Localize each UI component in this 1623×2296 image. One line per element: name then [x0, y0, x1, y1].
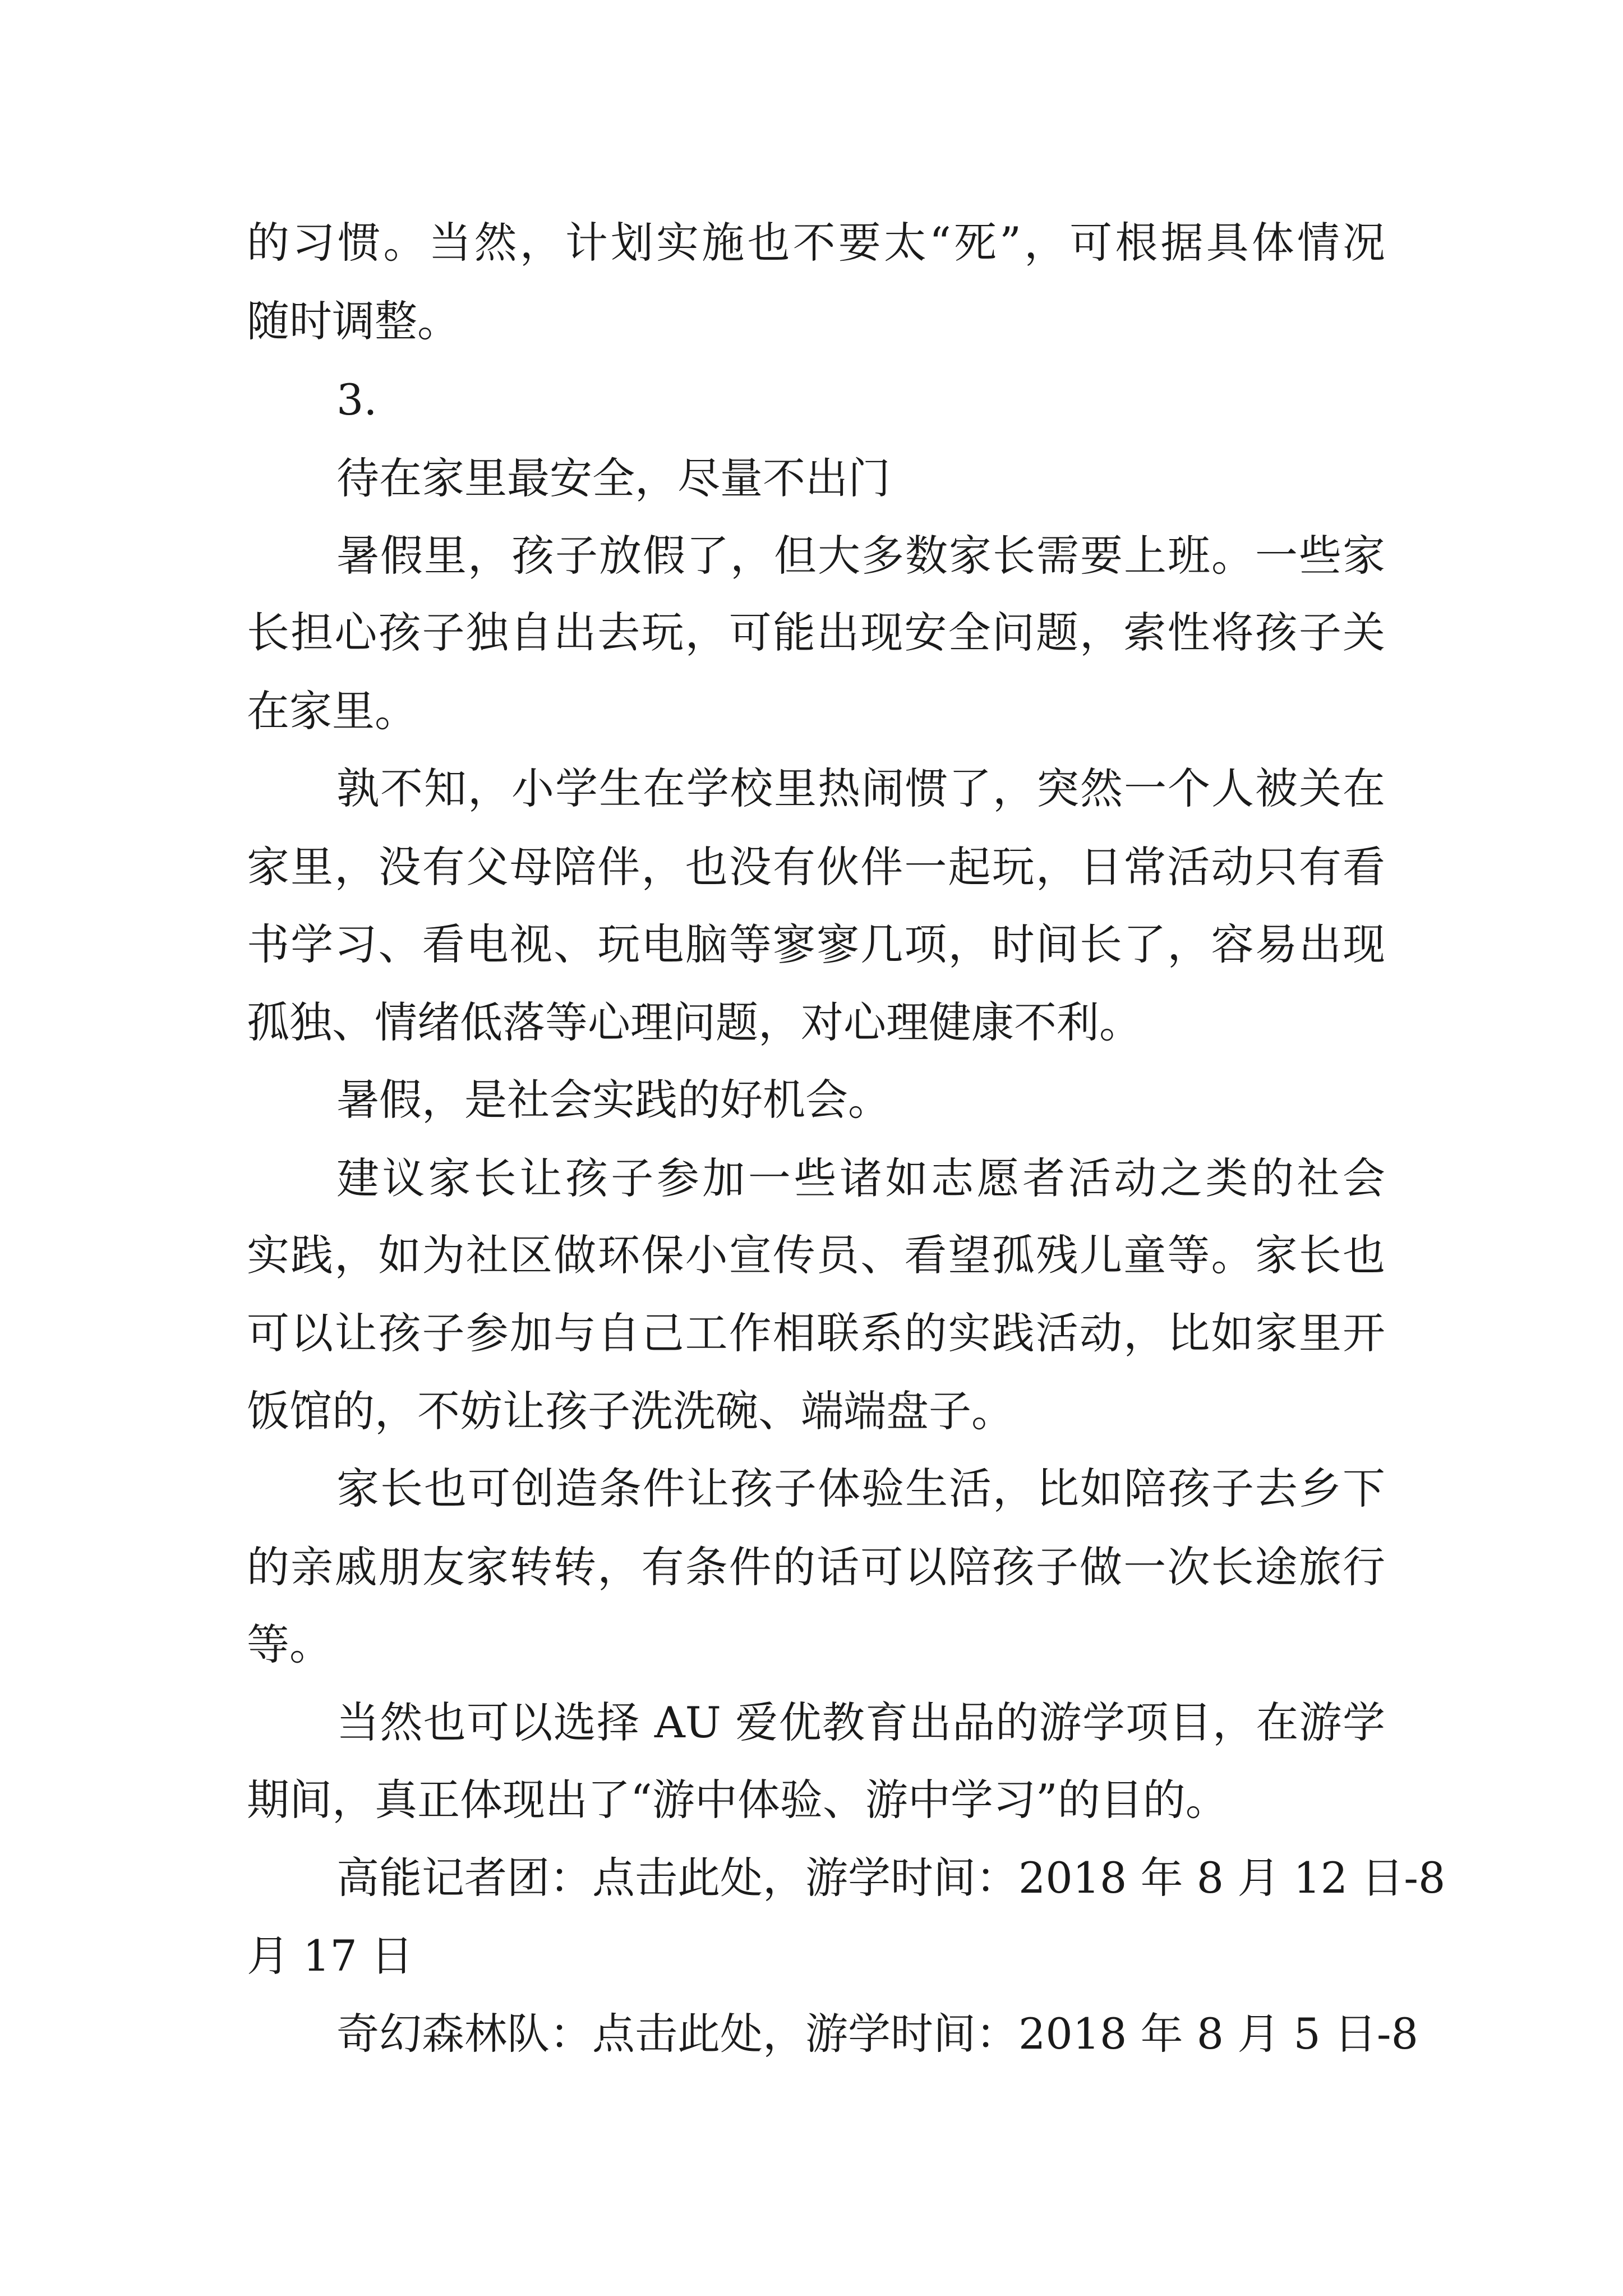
paragraph-line: 的习惯。当然，计划实施也不要太“死”，可根据具体情况 — [247, 218, 1385, 268]
paragraph-line: 等。 — [247, 1619, 332, 1669]
paragraph-line: 饭馆的，不妨让孩子洗洗碗、端端盘子。 — [247, 1386, 1014, 1436]
paragraph-line: 家长也可创造条件让孩子体验生活，比如陪孩子去乡下 — [336, 1464, 1385, 1513]
paragraph-line: 随时调整。 — [247, 296, 460, 346]
paragraph-line: 高能记者团：点击此处，游学时间：2018 年 8 月 12 日-8 — [336, 1853, 1446, 1903]
paragraph-line: 书学习、看电视、玩电脑等寥寥几项，时间长了，容易出现 — [247, 919, 1385, 969]
paragraph-line: 在家里。 — [247, 686, 417, 736]
paragraph-line: 孰不知，小学生在学校里热闹惯了，突然一个人被关在 — [336, 763, 1385, 813]
paragraph-line: 建议家长让孩子参加一些诸如志愿者活动之类的社会 — [336, 1153, 1385, 1203]
section-number: 3. — [336, 375, 377, 425]
paragraph-line: 月 17 日 — [247, 1931, 414, 1981]
paragraph-line: 家里，没有父母陪伴，也没有伙伴一起玩，日常活动只有看 — [247, 842, 1385, 892]
paragraph-line: 暑假里，孩子放假了，但大多数家长需要上班。一些家 — [336, 531, 1385, 581]
paragraph-line: 暑假，是社会实践的好机会。 — [336, 1075, 891, 1125]
paragraph-line: 当然也可以选择 AU 爱优教育出品的游学项目，在游学 — [336, 1697, 1385, 1747]
paragraph-line: 孤独、情绪低落等心理问题，对心理健康不利。 — [247, 997, 1142, 1047]
paragraph-line: 的亲戚朋友家转转，有条件的话可以陪孩子做一次长途旅行 — [247, 1542, 1385, 1592]
paragraph-line: 期间，真正体现出了“游中体验、游中学习”的目的。 — [247, 1775, 1228, 1825]
paragraph-line: 实践，如为社区做环保小宣传员、看望孤残儿童等。家长也 — [247, 1230, 1385, 1280]
section-heading: 待在家里最安全，尽量不出门 — [336, 453, 891, 503]
paragraph-line: 可以让孩子参加与自己工作相联系的实践活动，比如家里开 — [247, 1308, 1385, 1358]
paragraph-line: 奇幻森林队：点击此处，游学时间：2018 年 8 月 5 日-8 — [336, 2009, 1418, 2059]
paragraph-line: 长担心孩子独自出去玩，可能出现安全问题，索性将孩子关 — [247, 608, 1385, 657]
